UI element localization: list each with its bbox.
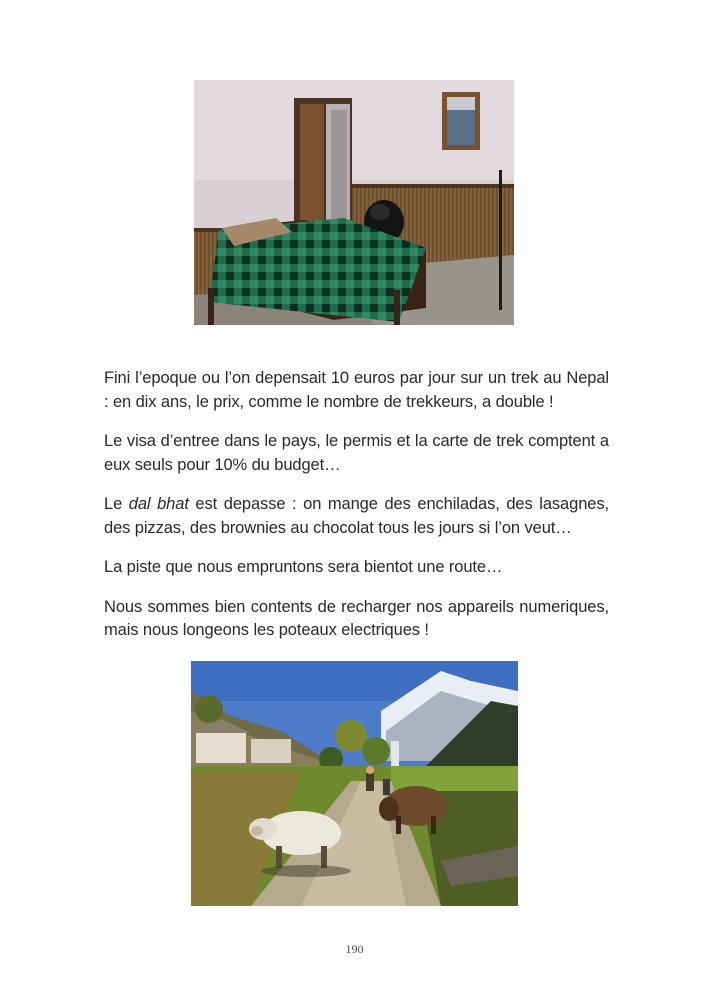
paragraph-prefix: Le bbox=[104, 495, 129, 513]
page-number: 190 bbox=[345, 942, 364, 956]
article-body bbox=[104, 367, 609, 659]
paragraph: La piste que nous empruntons sera bientot une route… bbox=[104, 558, 503, 576]
paragraph: Nous sommes bien contents de recharger nos appareils numeriques, mais nous longeons les poteaux electriques ! bbox=[104, 597, 609, 639]
paragraph bbox=[104, 493, 609, 540]
paragraph: Fini l’epoque ou l’on depensait 10 euros par jour sur un trek au Nepal : en dix ans, le prix, comme le nombre de trekkeurs, a double ! bbox=[104, 369, 609, 411]
paragraph-suffix: est depasse : on mange des enchiladas, des lasagnes, des pizzas, des brownies au chocolat tous les jours si l’on veut… bbox=[104, 495, 609, 537]
paragraph: Le visa d’entree dans le pays, le permis et la carte de trek comptent a eux seuls pour 10% du budget… bbox=[104, 432, 609, 474]
photo-guesthouse-room bbox=[194, 80, 514, 325]
room-illustration bbox=[194, 80, 514, 325]
dish-name-emphasis: dal bhat bbox=[128, 495, 189, 513]
photo-mountain-trail bbox=[191, 661, 518, 906]
trail-illustration bbox=[191, 661, 518, 906]
